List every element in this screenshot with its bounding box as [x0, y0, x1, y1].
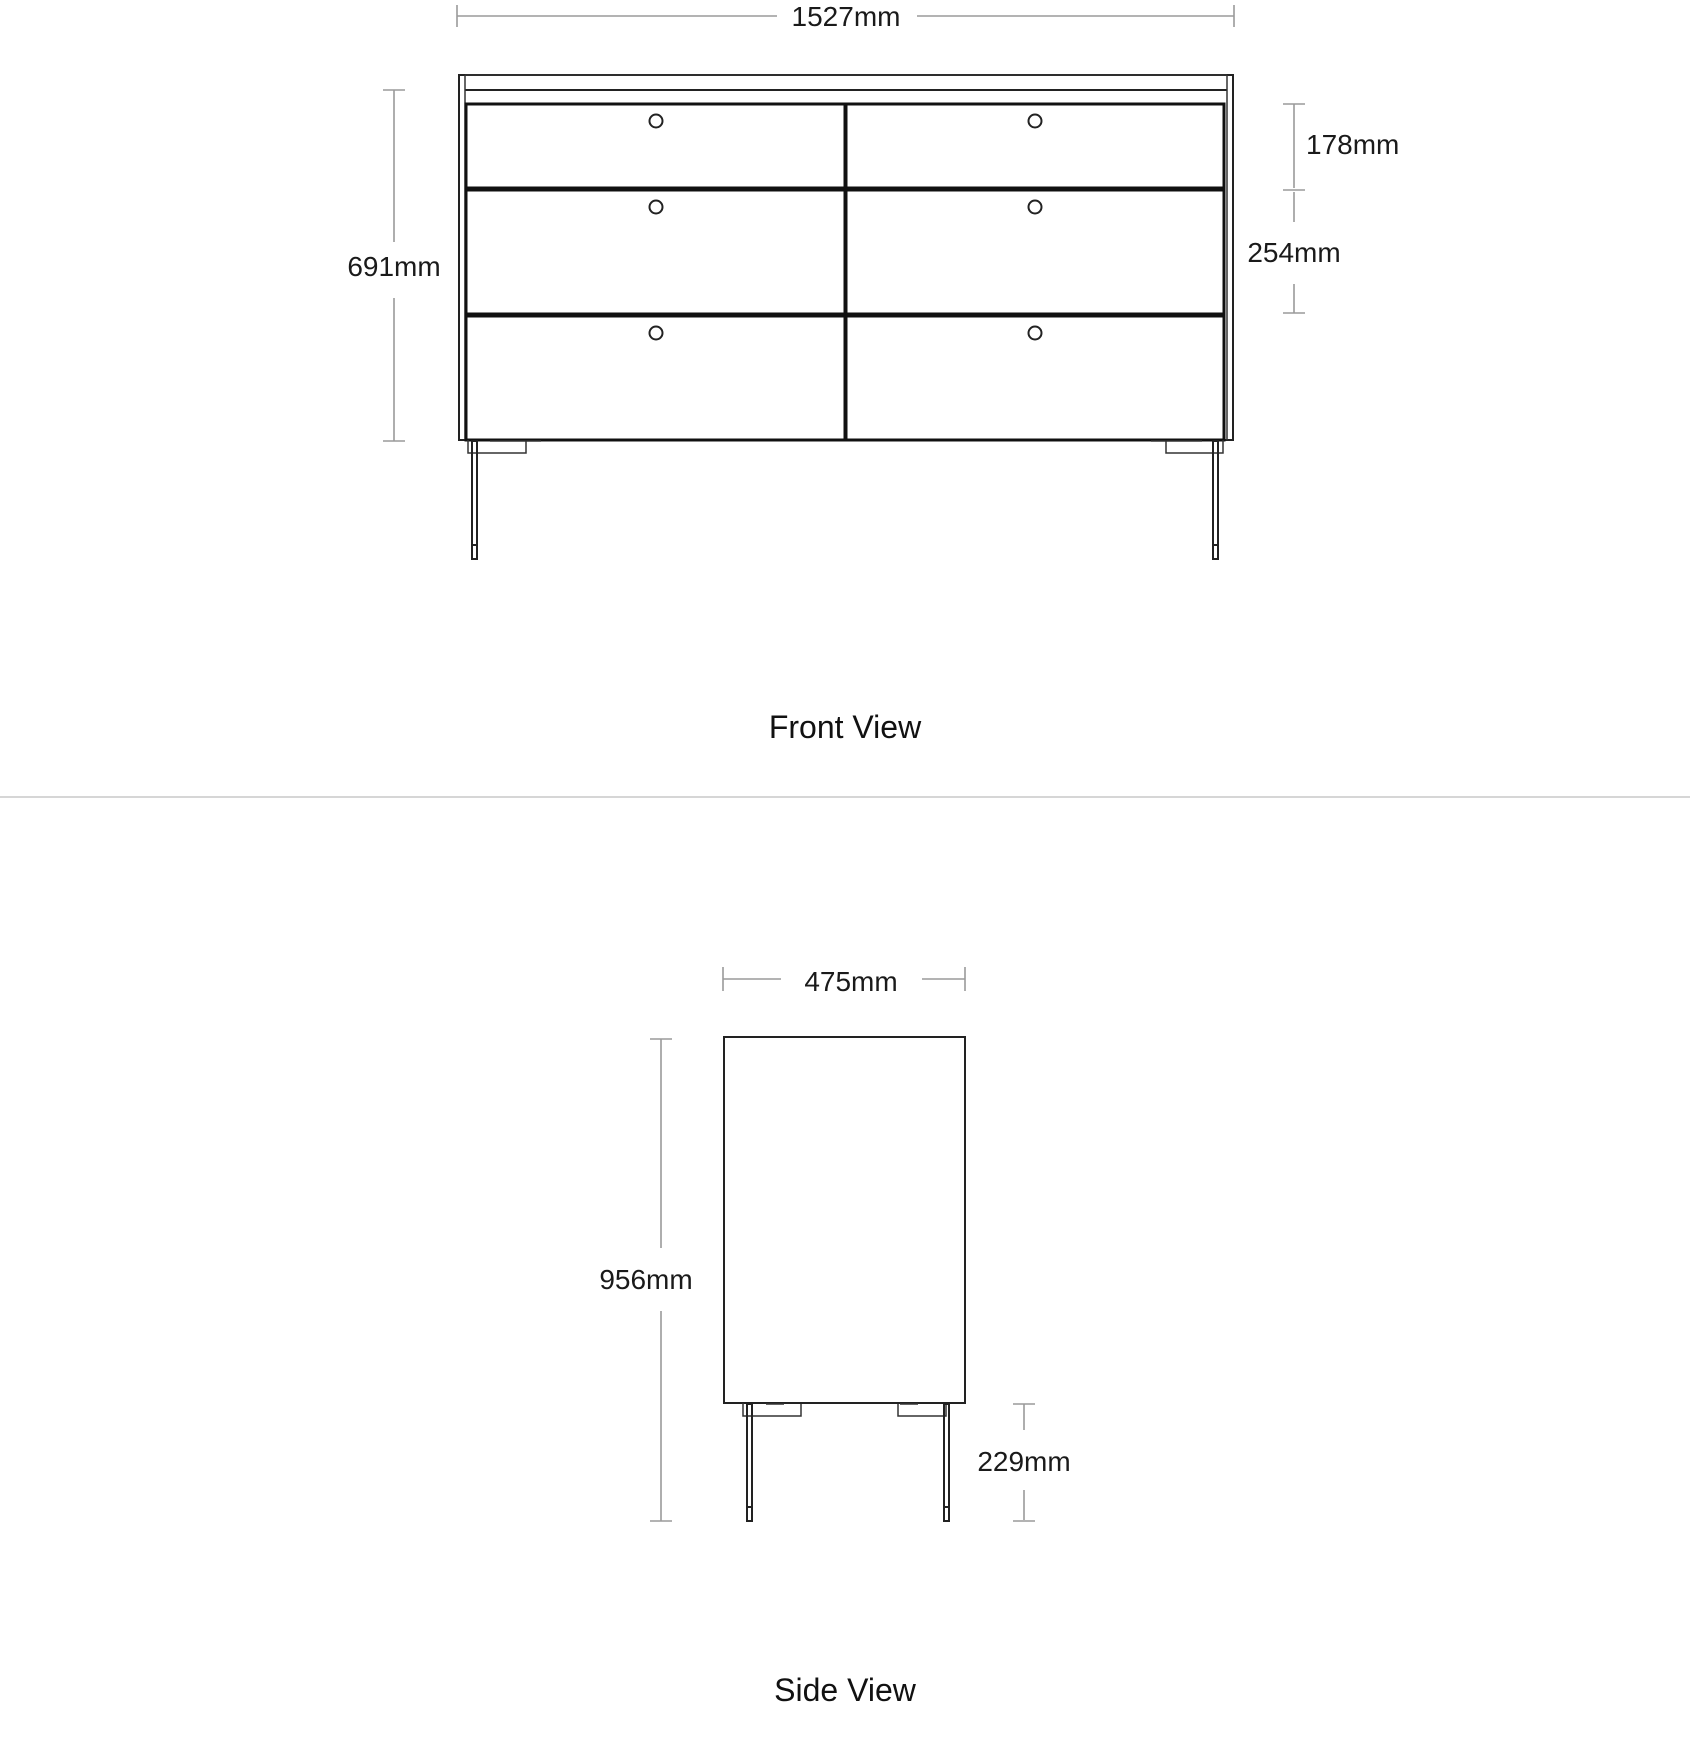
side-leg-height-label: 229mm: [977, 1446, 1071, 1477]
lower-drawer-dimension: [1247, 192, 1340, 313]
side-depth-label: 475mm: [804, 966, 898, 997]
side-leg-dimension: [977, 1404, 1070, 1521]
side-dresser: [724, 1037, 965, 1521]
drawer-front: [466, 190, 845, 314]
leg-foot: [472, 545, 477, 559]
knob-icon: [1029, 115, 1042, 128]
knob-icon: [1029, 327, 1042, 340]
drawer-front: [466, 316, 845, 440]
leg: [944, 1404, 949, 1507]
leg-brackets: [468, 440, 1223, 453]
leg-foot: [1213, 545, 1218, 559]
leg: [747, 1404, 752, 1507]
knob-icon: [1029, 201, 1042, 214]
drawer-front: [466, 104, 845, 188]
side-height-dimension: [599, 1039, 692, 1521]
front-view-title: Front View: [768, 709, 922, 745]
lower-drawer-height-label: 254mm: [1247, 237, 1341, 268]
knob-icon: [650, 327, 663, 340]
top-drawer-height-label: 178mm: [1306, 129, 1400, 160]
front-width-label: 1527mm: [791, 1, 901, 32]
top-drawer-dimension: [1283, 104, 1399, 190]
knob-icon: [650, 115, 663, 128]
side-view: [599, 966, 1070, 1708]
front-width-dimension: [457, 1, 1234, 32]
side-depth-dimension: [723, 966, 965, 997]
front-height-label: 691mm: [347, 251, 441, 282]
leg: [472, 441, 477, 545]
side-view-title: Side View: [774, 1672, 916, 1708]
leg-foot: [944, 1507, 949, 1521]
drawer-grid: [466, 104, 1224, 440]
front-view: [347, 1, 1399, 745]
side-height-label: 956mm: [599, 1264, 693, 1295]
drawer-front: [846, 104, 1224, 188]
knob-icon: [650, 201, 663, 214]
leg: [1213, 441, 1218, 545]
front-legs: [472, 441, 1218, 559]
drawer-front: [846, 190, 1224, 314]
side-panel: [724, 1037, 965, 1403]
front-height-dimension: [347, 90, 440, 441]
drawer-front: [846, 316, 1224, 440]
leg-foot: [747, 1507, 752, 1521]
front-dresser: [459, 75, 1233, 559]
